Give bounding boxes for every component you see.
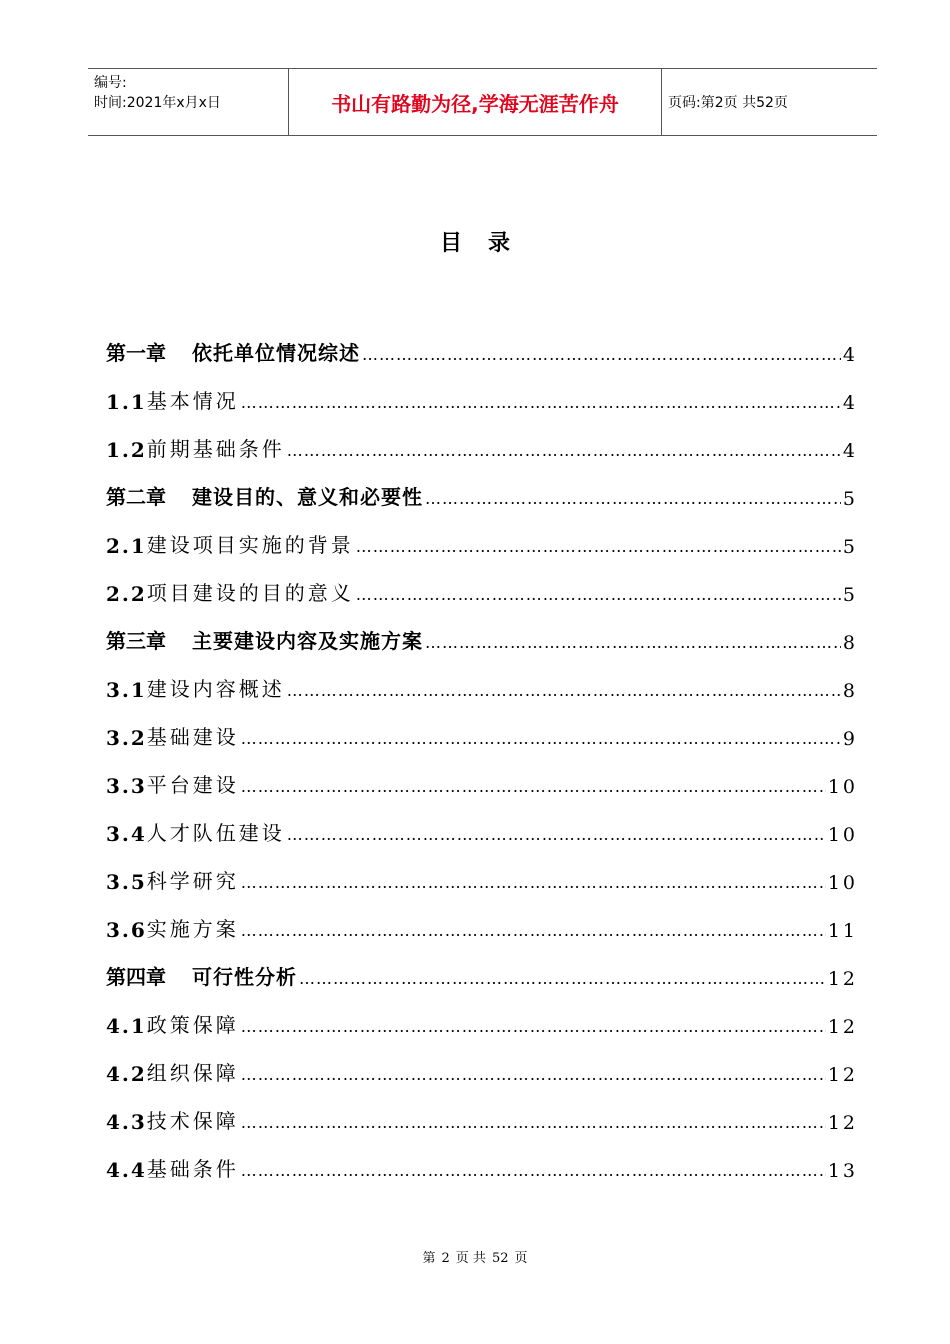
toc-dot-leader (241, 872, 826, 894)
toc-entry-page: 4 (842, 344, 858, 366)
table-of-contents (106, 318, 858, 1182)
toc-entry-label: 人才队伍建设 (146, 821, 285, 845)
toc-entry-label: 前期基础条件 (146, 437, 285, 461)
toc-entry (106, 1038, 858, 1086)
toc-entry-label: 建设目的、意义和必要性 (192, 485, 423, 509)
toc-entry-label: 建设内容概述 (146, 677, 285, 701)
toc-entry (106, 462, 858, 510)
toc-entry-label: 技术保障 (146, 1109, 239, 1133)
toc-entry-page: 10 (827, 872, 858, 894)
toc-entry-label: 建设项目实施的背景 (146, 533, 354, 557)
toc-dot-leader (425, 488, 841, 510)
toc-entry-number: 2.2 (106, 582, 147, 606)
toc-entry (106, 654, 858, 702)
toc-dot-leader (287, 440, 841, 462)
toc-dot-leader (241, 1112, 826, 1134)
toc-entry-number: 3.6 (106, 918, 147, 942)
toc-entry-number: 第三章 (106, 629, 166, 653)
toc-title: 目录 (439, 231, 536, 256)
toc-entry-number: 3.4 (106, 822, 147, 846)
toc-entry-number: 2.1 (106, 534, 147, 558)
toc-entry (106, 366, 858, 414)
toc-entry-page: 10 (827, 776, 858, 798)
toc-entry-page: 8 (842, 632, 858, 654)
toc-entry-number: 1.1 (106, 390, 147, 414)
footer-total-pages: 52 (491, 1251, 509, 1266)
toc-dot-leader (241, 776, 826, 798)
footer-mid: 页 共 (455, 1251, 486, 1266)
toc-dot-leader (241, 1016, 826, 1038)
toc-entry (106, 558, 858, 606)
toc-entry-page: 5 (842, 584, 858, 606)
toc-entry-page: 12 (827, 1016, 858, 1038)
toc-entry-label: 组织保障 (146, 1061, 239, 1085)
toc-entry (106, 702, 858, 750)
toc-entry-label: 政策保障 (146, 1013, 239, 1037)
header-page-info: 页码:第2页 共52页 (668, 95, 788, 111)
toc-entry (106, 798, 858, 846)
document-number-label: 编号: (94, 75, 127, 91)
toc-entry-number: 4.2 (106, 1062, 147, 1086)
header-meta (94, 73, 290, 113)
toc-dot-leader (241, 1064, 826, 1086)
toc-entry-page: 5 (842, 488, 858, 510)
toc-entry (106, 942, 858, 990)
toc-entry (106, 894, 858, 942)
toc-entry-label: 基础建设 (146, 725, 239, 749)
toc-dot-leader (425, 632, 841, 654)
toc-entry-label: 平台建设 (146, 773, 239, 797)
toc-entry-page: 13 (827, 1160, 858, 1182)
toc-entry-page: 10 (827, 824, 858, 846)
toc-entry (106, 1134, 858, 1182)
footer-suffix: 页 (514, 1251, 528, 1266)
toc-entry-page: 12 (827, 1112, 858, 1134)
toc-dot-leader (241, 728, 841, 750)
toc-dot-leader (241, 1160, 826, 1182)
toc-dot-leader (299, 968, 826, 990)
toc-dot-leader (356, 536, 841, 558)
toc-entry-label: 依托单位情况综述 (192, 341, 360, 365)
toc-entry-number: 3.5 (106, 870, 147, 894)
toc-entry (106, 414, 858, 462)
toc-entry-number: 第四章 (106, 965, 166, 989)
toc-entry-number: 4.1 (106, 1014, 147, 1038)
header-divider (661, 69, 662, 135)
page-header (88, 68, 877, 136)
footer-page-number: 2 (441, 1251, 450, 1266)
toc-entry-label: 基础条件 (146, 1157, 239, 1181)
toc-entry-page: 9 (842, 728, 858, 750)
toc-entry-label: 实施方案 (146, 917, 239, 941)
toc-entry (106, 990, 858, 1038)
toc-entry-page: 12 (827, 1064, 858, 1086)
toc-entry (106, 606, 858, 654)
toc-entry-label: 基本情况 (146, 389, 239, 413)
toc-entry-label: 主要建设内容及实施方案 (192, 629, 423, 653)
toc-dot-leader (362, 344, 841, 366)
toc-entry-number: 3.1 (106, 678, 147, 702)
toc-entry (106, 510, 858, 558)
toc-entry-page: 4 (842, 392, 858, 414)
toc-entry-page: 4 (842, 440, 858, 462)
toc-entry-page: 5 (842, 536, 858, 558)
toc-entry-number: 3.2 (106, 726, 147, 750)
toc-entry-page: 12 (827, 968, 858, 990)
toc-entry-number: 第二章 (106, 485, 166, 509)
toc-dot-leader (287, 824, 826, 846)
toc-entry-number: 4.4 (106, 1158, 147, 1182)
document-time-label: 时间:2021年x月x日 (94, 95, 221, 111)
toc-entry (106, 1086, 858, 1134)
toc-entry (106, 750, 858, 798)
toc-entry-number: 4.3 (106, 1110, 147, 1134)
toc-entry-number: 第一章 (106, 341, 166, 365)
toc-entry (106, 318, 858, 366)
footer-prefix: 第 (422, 1251, 436, 1266)
toc-entry (106, 846, 858, 894)
toc-entry-number: 1.2 (106, 438, 147, 462)
toc-entry-label: 科学研究 (146, 869, 239, 893)
toc-dot-leader (241, 392, 841, 414)
toc-entry-label: 项目建设的目的意义 (146, 581, 354, 605)
toc-dot-leader (287, 680, 841, 702)
header-motto: 书山有路勤为径,学海无涯苦作舟 (331, 91, 619, 116)
page-footer (0, 1247, 950, 1266)
toc-entry-number: 3.3 (106, 774, 147, 798)
toc-entry-page: 8 (842, 680, 858, 702)
toc-entry-page: 11 (827, 920, 858, 942)
toc-entry-label: 可行性分析 (192, 965, 297, 989)
toc-dot-leader (356, 584, 841, 606)
toc-dot-leader (241, 920, 826, 942)
